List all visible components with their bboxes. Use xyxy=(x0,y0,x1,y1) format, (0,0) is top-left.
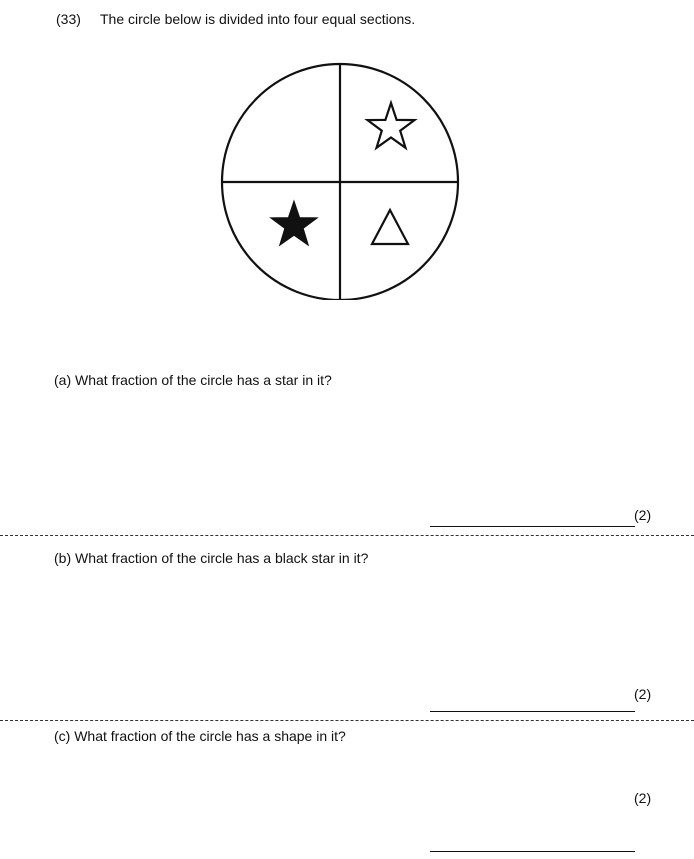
question-text: The circle below is divided into four equal sections. xyxy=(100,11,416,27)
circle-diagram xyxy=(216,52,464,300)
part-a-question: (a) What fraction of the circle has a star in it? xyxy=(54,372,332,388)
outline-star-icon xyxy=(368,103,415,148)
part-b-answer-line[interactable] xyxy=(430,711,635,712)
outline-triangle-icon xyxy=(372,210,408,244)
part-b-question: (b) What fraction of the circle has a black star in it? xyxy=(54,550,369,566)
part-a-marks: (2) xyxy=(634,507,652,523)
part-b-marks: (2) xyxy=(634,686,652,702)
section-divider-2 xyxy=(0,720,694,721)
filled-star-icon xyxy=(271,201,318,245)
part-c-question: (c) What fraction of the circle has a shape in it? xyxy=(54,728,346,744)
part-c-marks: (2) xyxy=(634,790,652,806)
part-c-answer-line[interactable] xyxy=(430,851,635,852)
part-a-answer-line[interactable] xyxy=(430,526,635,527)
section-divider-1 xyxy=(0,535,694,536)
question-number: (33) xyxy=(56,11,81,27)
